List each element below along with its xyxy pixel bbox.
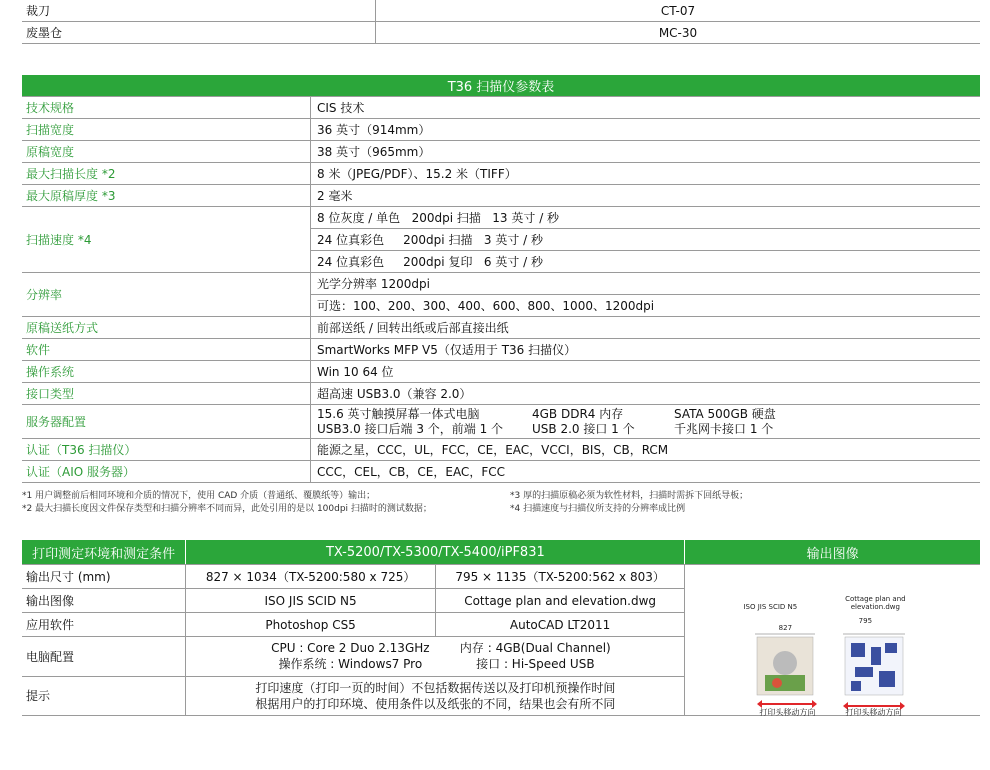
row-value: CT-07 [376, 0, 981, 22]
row-value: 超高速 USB3.0（兼容 2.0） [311, 383, 981, 405]
row-label: 扫描宽度 [22, 119, 311, 141]
footnotes-left [22, 490, 492, 516]
tip-line: 根据用户的打印环境、使用条件以及纸张的不同，结果也会有所不同 [255, 696, 616, 711]
scan-speed-value: 24 位真彩色 200dpi 复印 6 英寸 / 秒 [311, 251, 981, 273]
row-value: ISO JIS SCID N5 [186, 589, 436, 613]
env-header-models: TX-5200/TX-5300/TX-5400/iPF831 [186, 540, 685, 565]
row-label: 认证（T36 扫描仪） [22, 439, 311, 461]
row-value: CCC，CEL，CB，CE，EAC，FCC [311, 461, 981, 483]
row-label: 原稿宽度 [22, 141, 311, 163]
row-label: 最大原稿厚度 *3 [22, 185, 311, 207]
row-value: 795 × 1135（TX-5200:562 x 803） [435, 565, 685, 589]
server-spec: 15.6 英寸触摸屏幕一体式电脑 [317, 406, 480, 421]
scan-speed-value: 24 位真彩色 200dpi 扫描 3 英寸 / 秒 [311, 229, 981, 251]
row-value: MC-30 [376, 22, 981, 44]
row-label: 最大扫描长度 *2 [22, 163, 311, 185]
right-image-caption: 打印头移动方向 [845, 708, 902, 717]
row-value: 前部送纸 / 回转出纸或后部直接出纸 [311, 317, 981, 339]
table-row [22, 97, 980, 119]
table-row [22, 361, 980, 383]
server-spec: SATA 500GB 硬盘 [674, 406, 776, 421]
row-label: 原稿送纸方式 [22, 317, 311, 339]
pc-spec: 内存 : 4GB(Dual Channel) [459, 641, 611, 656]
row-value: 827 × 1034（TX-5200:580 x 725） [186, 565, 436, 589]
footnotes-right [510, 490, 980, 516]
pc-spec: 接口 : Hi-Speed USB [476, 657, 595, 672]
row-label: 软件 [22, 339, 311, 361]
row-value: Win 10 64 位 [311, 361, 981, 383]
pc-value [186, 637, 685, 676]
server-spec: 4GB DDR4 内存 [532, 406, 624, 421]
left-width-dim: 827 [778, 624, 793, 632]
pc-label: 电脑配置 [22, 637, 186, 676]
table-row [22, 383, 980, 405]
resolution-value: 光学分辨率 1200dpi [311, 273, 981, 295]
table-row [22, 439, 980, 461]
resolution-label: 分辨率 [22, 273, 311, 317]
footnote: *4 扫描速度与扫描仪所支持的分辨率成比例 [510, 504, 686, 514]
right-image-title: Cottage plan and elevation.dwg [845, 595, 906, 611]
pc-spec: CPU : Core 2 Duo 2.13GHz [271, 641, 430, 656]
right-width-dim: 795 [858, 617, 873, 625]
left-image-title: ISO JIS SCID N5 [743, 603, 798, 611]
server-spec: 千兆网卡接口 1 个 [674, 421, 774, 436]
table-row [22, 339, 980, 361]
pc-spec: 操作系统 : Windows7 Pro [278, 657, 423, 672]
row-value: 38 英寸（965mm） [311, 141, 981, 163]
table-row [22, 163, 980, 185]
server-value [311, 405, 981, 439]
row-value: Cottage plan and elevation.dwg [435, 589, 685, 613]
row-label: 技术规格 [22, 97, 311, 119]
left-direction-arrow [761, 703, 813, 705]
table-row [22, 405, 980, 439]
table-row [22, 273, 980, 295]
footnote: *1 用户调整前后相同环境和介质的情况下，使用 CAD 介质（普通纸、覆膜纸等）输出； [22, 491, 376, 501]
table-row [22, 317, 980, 339]
row-value: AutoCAD LT2011 [435, 613, 685, 637]
table-row [22, 22, 980, 44]
scan-speed-label: 扫描速度 *4 [22, 207, 311, 273]
row-label: 操作系统 [22, 361, 311, 383]
server-spec: USB3.0 接口后端 3 个，前端 1 个 [317, 421, 504, 436]
resolution-value: 可选：100、200、300、400、600、800、1000、1200dpi [311, 295, 981, 317]
server-spec: USB 2.0 接口 1 个 [532, 421, 635, 436]
row-value: 8 米（JPEG/PDF）、15.2 米（TIFF） [311, 163, 981, 185]
row-label: 接口类型 [22, 383, 311, 405]
env-header-condition: 打印测定环境和测定条件 [22, 540, 186, 565]
table-row [22, 0, 980, 22]
table-row [22, 565, 980, 589]
env-header-output: 输出图像 [685, 540, 980, 565]
left-image-caption: 打印头移动方向 [759, 708, 816, 717]
row-label: 裁刀 [22, 0, 376, 22]
consumables-table [22, 0, 980, 44]
row-value: 36 英寸（914mm） [311, 119, 981, 141]
row-value: Photoshop CS5 [186, 613, 436, 637]
table-row [22, 461, 980, 483]
table-row [22, 207, 980, 229]
tip-value [186, 676, 685, 715]
row-value: 能源之星，CCC，UL，FCC，CE，EAC，VCCI，BIS，CB，RCM [311, 439, 981, 461]
output-thumbnails [755, 633, 935, 699]
scanner-spec-table [22, 75, 980, 483]
table-row [22, 119, 980, 141]
row-value: CIS 技术 [311, 97, 981, 119]
row-value: 2 毫米 [311, 185, 981, 207]
row-value: SmartWorks MFP V5（仅适用于 T36 扫描仪） [311, 339, 981, 361]
row-label: 应用软件 [22, 613, 186, 637]
scan-speed-value: 8 位灰度 / 单色 200dpi 扫描 13 英寸 / 秒 [311, 207, 981, 229]
footnote: *2 最大扫描长度因文件保存类型和扫描分辨率不同而异，此处引用的是以 100dpi 扫描时的测试数据； [22, 504, 432, 514]
table-row [22, 185, 980, 207]
table-row [22, 141, 980, 163]
row-label: 输出尺寸 (mm) [22, 565, 186, 589]
tip-label: 提示 [22, 676, 186, 715]
row-label: 输出图像 [22, 589, 186, 613]
spec-table-title: T36 扫描仪参数表 [22, 75, 980, 97]
tip-line: 打印速度（打印一页的时间）不包括数据传送以及打印机预操作时间 [255, 680, 616, 695]
output-image-panel [685, 565, 980, 716]
print-env-table [22, 540, 980, 716]
footnote: *3 厚的扫描原稿必须为软性材料，扫描时需拆下回纸导板； [510, 491, 749, 501]
row-label: 废墨仓 [22, 22, 376, 44]
row-label: 认证（AIO 服务器） [22, 461, 311, 483]
server-label: 服务器配置 [22, 405, 311, 439]
